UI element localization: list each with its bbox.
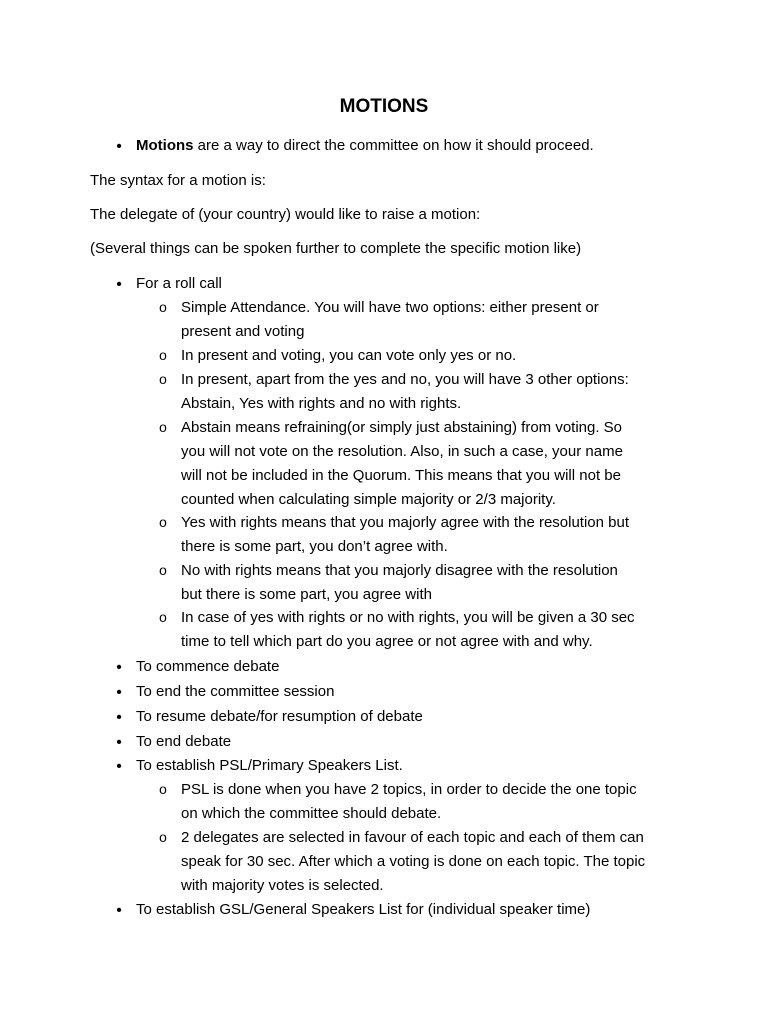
paragraph-syntax: The syntax for a motion is: [90,172,266,189]
bullet-marker [114,134,124,159]
intro-bullet [136,134,594,158]
sub-bullet-marker [157,416,169,441]
sub-item-text: on which the committee should debate. [181,805,442,822]
bullet-end-session: To end the committee session [136,683,335,700]
sub-bullet-marker [157,344,169,369]
bullet-establish-psl: To establish PSL/Primary Speakers List. [136,757,403,774]
sub-item-text: counted when calculating simple majority or 2/3 majority. [181,491,556,508]
bullet-marker [114,754,124,779]
sub-item-text: present and voting [181,323,305,340]
bullet-establish-gsl: To establish GSL/General Speakers List for (individual speaker time) [136,901,591,918]
bullet-marker [114,898,124,923]
sub-bullet-marker [157,559,169,584]
page-title: MOTIONS [339,96,429,117]
bullet-commence-debate: To commence debate [136,658,280,675]
sub-item-text: with majority votes is selected. [181,877,384,894]
sub-item-text: No with rights means that you majorly disagree with the resolution [181,562,618,579]
sub-item-text: Simple Attendance. You will have two options: either present or [181,299,599,316]
sub-item-text: Abstain, Yes with rights and no with rights. [181,395,462,412]
sub-item-text: In present and voting, you can vote only yes or no. [181,347,517,364]
bullet-roll-call: For a roll call [136,275,222,292]
sub-bullet-marker [157,296,169,321]
bullet-resume-debate: To resume debate/for resumption of debate [136,708,423,725]
bullet-marker [114,272,124,297]
bullet-marker [114,730,124,755]
sub-item-text: In present, apart from the yes and no, you will have 3 other options: [181,371,629,388]
sub-item-text: 2 delegates are selected in favour of each topic and each of them can [181,829,644,846]
bullet-marker [114,705,124,730]
sub-bullet-marker [157,778,169,803]
sub-item-text: but there is some part, you agree with [181,586,432,603]
motions-definition: are a way to direct the committee on how it should proceed. [193,137,594,154]
bullet-marker [114,680,124,705]
sub-bullet-marker [157,511,169,536]
sub-item-text: you will not vote on the resolution. Also, in such a case, your name [181,443,623,460]
sub-item-text: time to tell which part do you agree or not agree with and why. [181,633,593,650]
sub-item-text: there is some part, you don’t agree with. [181,538,448,555]
sub-item-text: Abstain means refraining(or simply just abstaining) from voting. So [181,419,623,436]
bullet-end-debate: To end debate [136,733,232,750]
sub-item-text: Yes with rights means that you majorly agree with the resolution but [181,514,630,531]
paragraph-further: (Several things can be spoken further to complete the specific motion like) [90,240,582,257]
sub-item-text: PSL is done when you have 2 topics, in order to decide the one topic [181,781,637,798]
bullet-marker [114,655,124,680]
sub-item-text: will not be included in the Quorum. This means that you will not be [181,467,621,484]
paragraph-delegate: The delegate of (your country) would like to raise a motion: [90,206,481,223]
motions-term: Motions [136,137,194,154]
sub-item-text: In case of yes with rights or no with rights, you will be given a 30 sec [181,609,635,626]
sub-bullet-marker [157,826,169,851]
sub-bullet-marker [157,368,169,393]
sub-bullet-marker [157,606,169,631]
sub-item-text: speak for 30 sec. After which a voting is done on each topic. The topic [181,853,646,870]
